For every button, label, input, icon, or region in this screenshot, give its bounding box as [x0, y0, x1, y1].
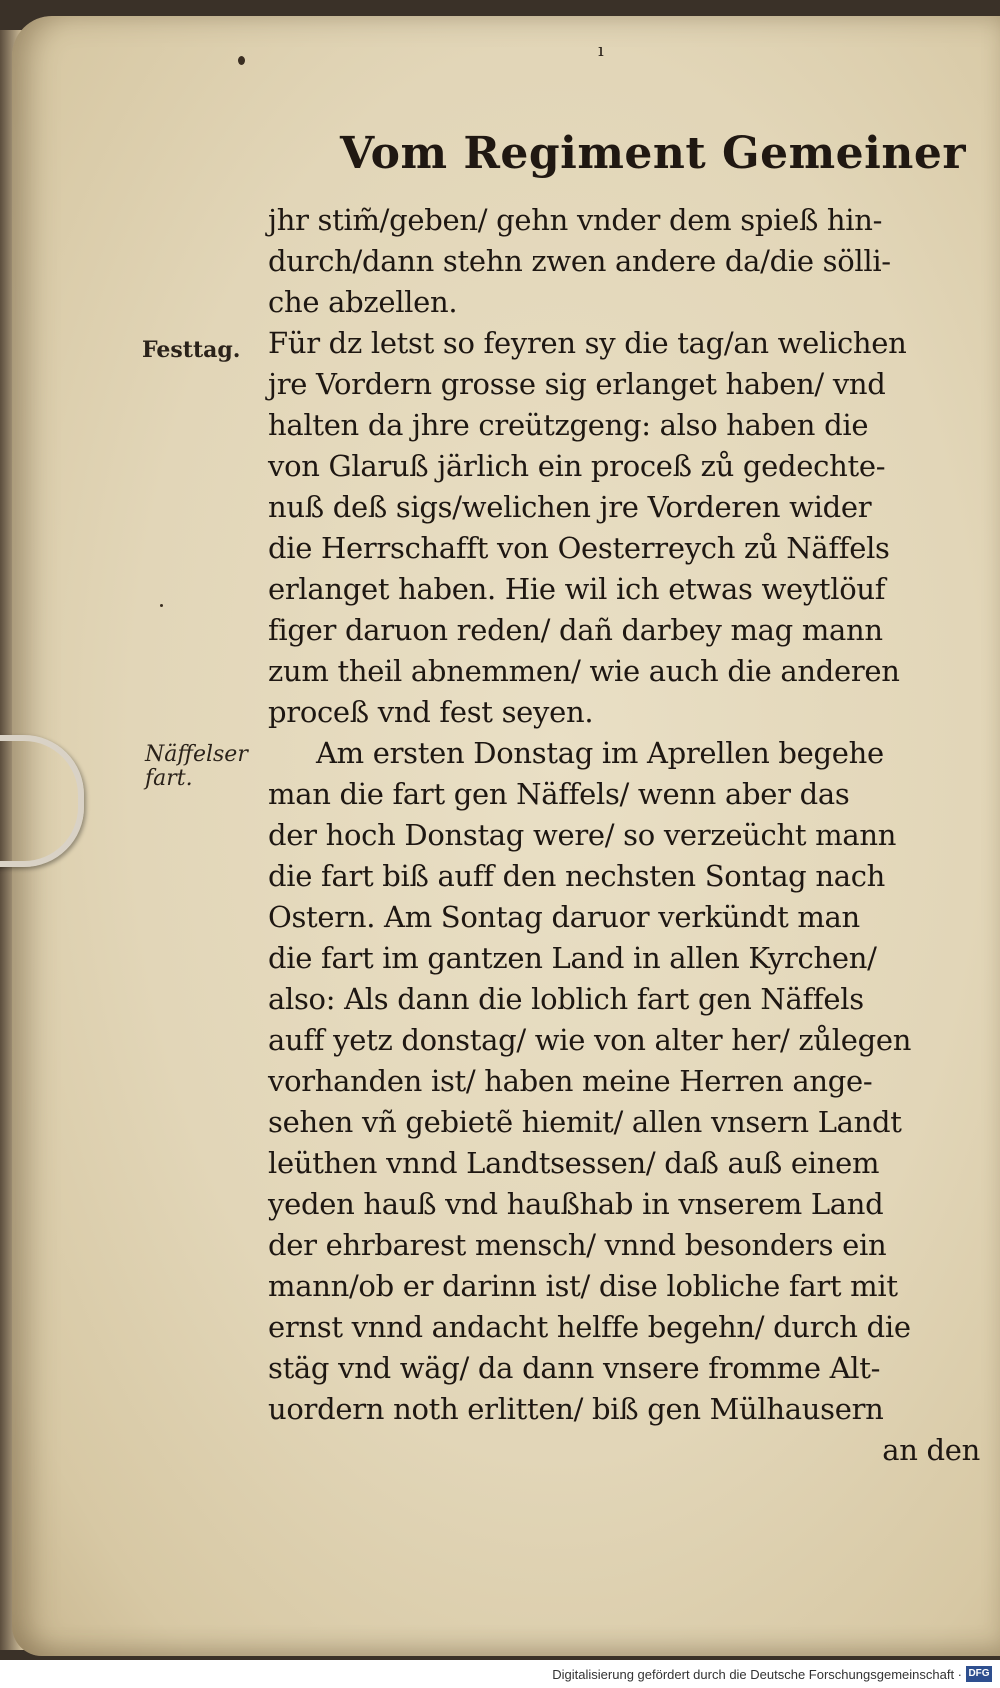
text-line: erlanget haben. Hie wil ich etwas weytlöuf	[268, 572, 886, 606]
text-line: leüthen vnnd Landtsessen/ daß auß einem	[268, 1146, 880, 1180]
ink-speck	[238, 56, 245, 65]
text-line: die Herrschafft von Oesterreych zů Näffels	[268, 531, 890, 565]
text-line: von Glaruß järlich ein proceß zů gedechte-	[268, 449, 886, 483]
text-line: nuß deß sigs/welichen jre Vorderen wider	[268, 490, 872, 524]
text-line: die fart im gantzen Land in allen Kyrchen/	[268, 941, 877, 975]
text-line: der hoch Donstag were/ so verzeücht mann	[268, 818, 897, 852]
text-line: durch/dann stehn zwen andere da/die sölli-	[268, 244, 891, 278]
margin-note-festtag: Festtag.	[142, 337, 241, 363]
folio-mark: ı	[598, 40, 604, 61]
text-line: mann/ob er darinn ist/ dise lobliche fart mit	[268, 1269, 898, 1303]
body-text	[268, 200, 986, 1471]
text-line: jre Vordern grosse sig erlanget haben/ vnd	[268, 367, 886, 401]
text-line: che abzellen.	[268, 285, 458, 319]
text-line: Ostern. Am Sontag daruor verkündt man	[268, 900, 860, 934]
text-line: yeden hauß vnd haußhab in vnserem Land	[268, 1187, 884, 1221]
running-header: Vom Regiment Gemeiner	[340, 128, 967, 179]
text-line: Für dz letst so feyren sy die tag/an welichen	[268, 326, 907, 360]
text-line: ernst vnnd andacht helffe begehn/ durch die	[268, 1310, 911, 1344]
text-line: man die fart gen Näffels/ wenn aber das	[268, 777, 850, 811]
text-line: uordern noth erlitten/ biß gen Mülhausern	[268, 1392, 884, 1426]
text-line: figer daruon reden/ dañ darbey mag mann	[268, 613, 883, 647]
ink-speck	[160, 604, 163, 607]
text-line: stäg vnd wäg/ da dann vnsere fromme Alt-	[268, 1351, 881, 1385]
text-line: der ehrbarest mensch/ vnnd besonders ein	[268, 1228, 887, 1262]
text-line: auff yetz donstag/ wie von alter her/ zůlegen	[268, 1023, 912, 1057]
text-line: halten da jhre creützgeng: also haben die	[268, 408, 869, 442]
dfg-logo-icon: DFG	[966, 1666, 992, 1682]
text-line: die fart biß auff den nechsten Sontag nach	[268, 859, 886, 893]
text-line: zum theil abnemmen/ wie auch die anderen	[268, 654, 900, 688]
catchword: an den	[882, 1433, 980, 1467]
text-line: Am ersten Donstag im Aprellen begehe	[316, 736, 884, 770]
text-line: also: Als dann die loblich fart gen Näffels	[268, 982, 864, 1016]
digitization-credit: Digitalisierung gefördert durch die Deutsche Forschungsgemeinschaft ·	[552, 1667, 962, 1682]
margin-note-naeffelser-fart: Näffelser fart.	[145, 742, 248, 791]
text-line: sehen vñ gebietẽ hiemit/ allen vnsern Landt	[268, 1105, 902, 1139]
text-line: jhr stim̃/geben/ gehn vnder dem spieß hin-	[268, 203, 883, 237]
text-line: proceß vnd fest seyen.	[268, 695, 594, 729]
text-line: vorhanden ist/ haben meine Herren ange-	[268, 1064, 873, 1098]
